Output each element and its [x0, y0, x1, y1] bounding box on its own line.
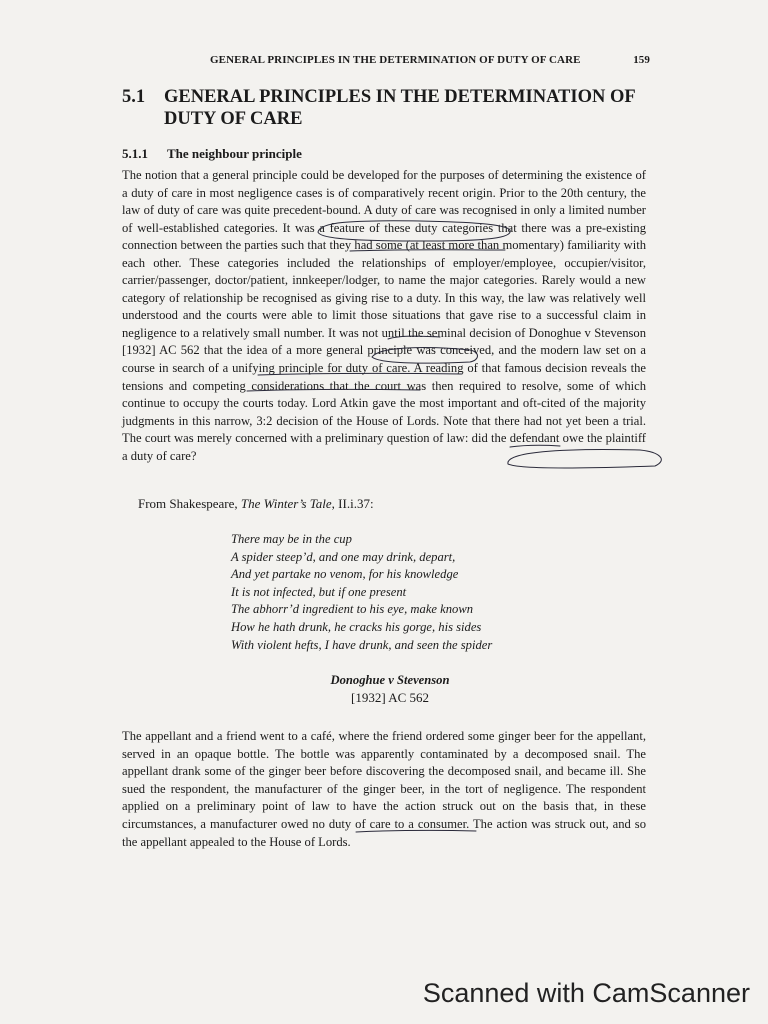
- poem-line: With violent hefts, I have drunk, and seen the spider: [231, 637, 493, 652]
- page-number: 159: [633, 54, 650, 66]
- subsection-number: 5.1.1: [122, 146, 148, 161]
- section-title: GENERAL PRINCIPLES IN THE DETERMINATION OF DUTY OF CARE: [164, 87, 635, 129]
- running-head-title: GENERAL PRINCIPLES IN THE DETERMINATION OF DUTY OF CARE: [210, 54, 581, 66]
- running-head: [210, 54, 650, 66]
- poem-line: It is not infected, but if one present: [231, 584, 407, 599]
- body-paragraph-2: The appellant and a friend went to a café, where the friend ordered some ginger beer for the appellant, served in an opaque bottle. The bottle was apparently contaminated by a decomposed snail. The appellant drank some of the ginger beer before discovering the decomposed snail, and became ill. She sued the respondent, the manufacturer of the ginger beer, in the tort of negligence. The respondent applied on a preliminary point of law to have the action struck out on the basis that, in these circumstances, a manufacturer owed no duty of care to a consumer. The action was struck out, and so the appellant appealed to the House of Lords.: [122, 729, 646, 849]
- poem-line: There may be in the cup: [231, 532, 352, 546]
- source-prefix: From Shakespeare,: [138, 496, 241, 511]
- case-name: Donoghue v Stevenson: [330, 673, 450, 687]
- case-citation: [1932] AC 562: [351, 690, 429, 705]
- body-paragraph-1: The notion that a general principle could be developed for the purposes of determining the existence of a duty of care in most negligence cases is of comparatively recent origin. Prior to the 20th century, the law of duty of care was quite precedent-bound. A duty of care was recognised in only a limited number of well-established categories. It was a feature of these duty categories that there was a pre-existing connection between the parties such that they had some (at least more than momentary) familiarity with each other. These categories included the relationships of employer/employee, occupier/visitor, carrier/passenger, doctor/patient, innkeeper/lodger, to name the major categories. Rarely would a new category of relationship be recognised as giving rise to a duty. In this way, the law was relatively well understood and the courts were able to limit those situations that gave rise to a successful claim in negligence to a relatively small number. It was not until the seminal decision of Donoghue v Stevenson [1932] AC 562 that the idea of a more general principle was conceived, and the modern law set on a course in search of a unifying principle for duty of care. A reading of that famous decision reveals the tensions and competing considerations that the court was then required to resolve, some of which continue to occupy the courts today. Lord Atkin gave the most important and oft-cited of the majority judgments in this narrow, 3:2 decision of the House of Lords. Note that there had not yet been a trial. The court was merely concerned with a preliminary question of law: did the defendant owe the plaintiff a duty of care?: [122, 168, 646, 463]
- poem-line: And yet partake no venom, for his knowledge: [231, 567, 459, 582]
- section-heading: [122, 86, 662, 130]
- source-work: The Winter’s Tale: [240, 496, 332, 511]
- camscanner-watermark: Scanned with CamScanner: [422, 978, 750, 1008]
- poem-line: The abhorr’d ingredient to his eye, make known: [231, 602, 474, 617]
- section-number: 5.1: [122, 87, 146, 107]
- poem-line: How he hath drunk, he cracks his gorge, his sides: [231, 619, 482, 634]
- subsection-title: The neighbour principle: [167, 146, 302, 161]
- quotation-source: [138, 496, 374, 512]
- poem-line: A spider steep’d, and one may drink, depart,: [231, 549, 456, 564]
- source-ref: , II.i.37:: [331, 496, 374, 511]
- subsection-heading: [122, 146, 302, 162]
- poem-quote: [231, 531, 492, 654]
